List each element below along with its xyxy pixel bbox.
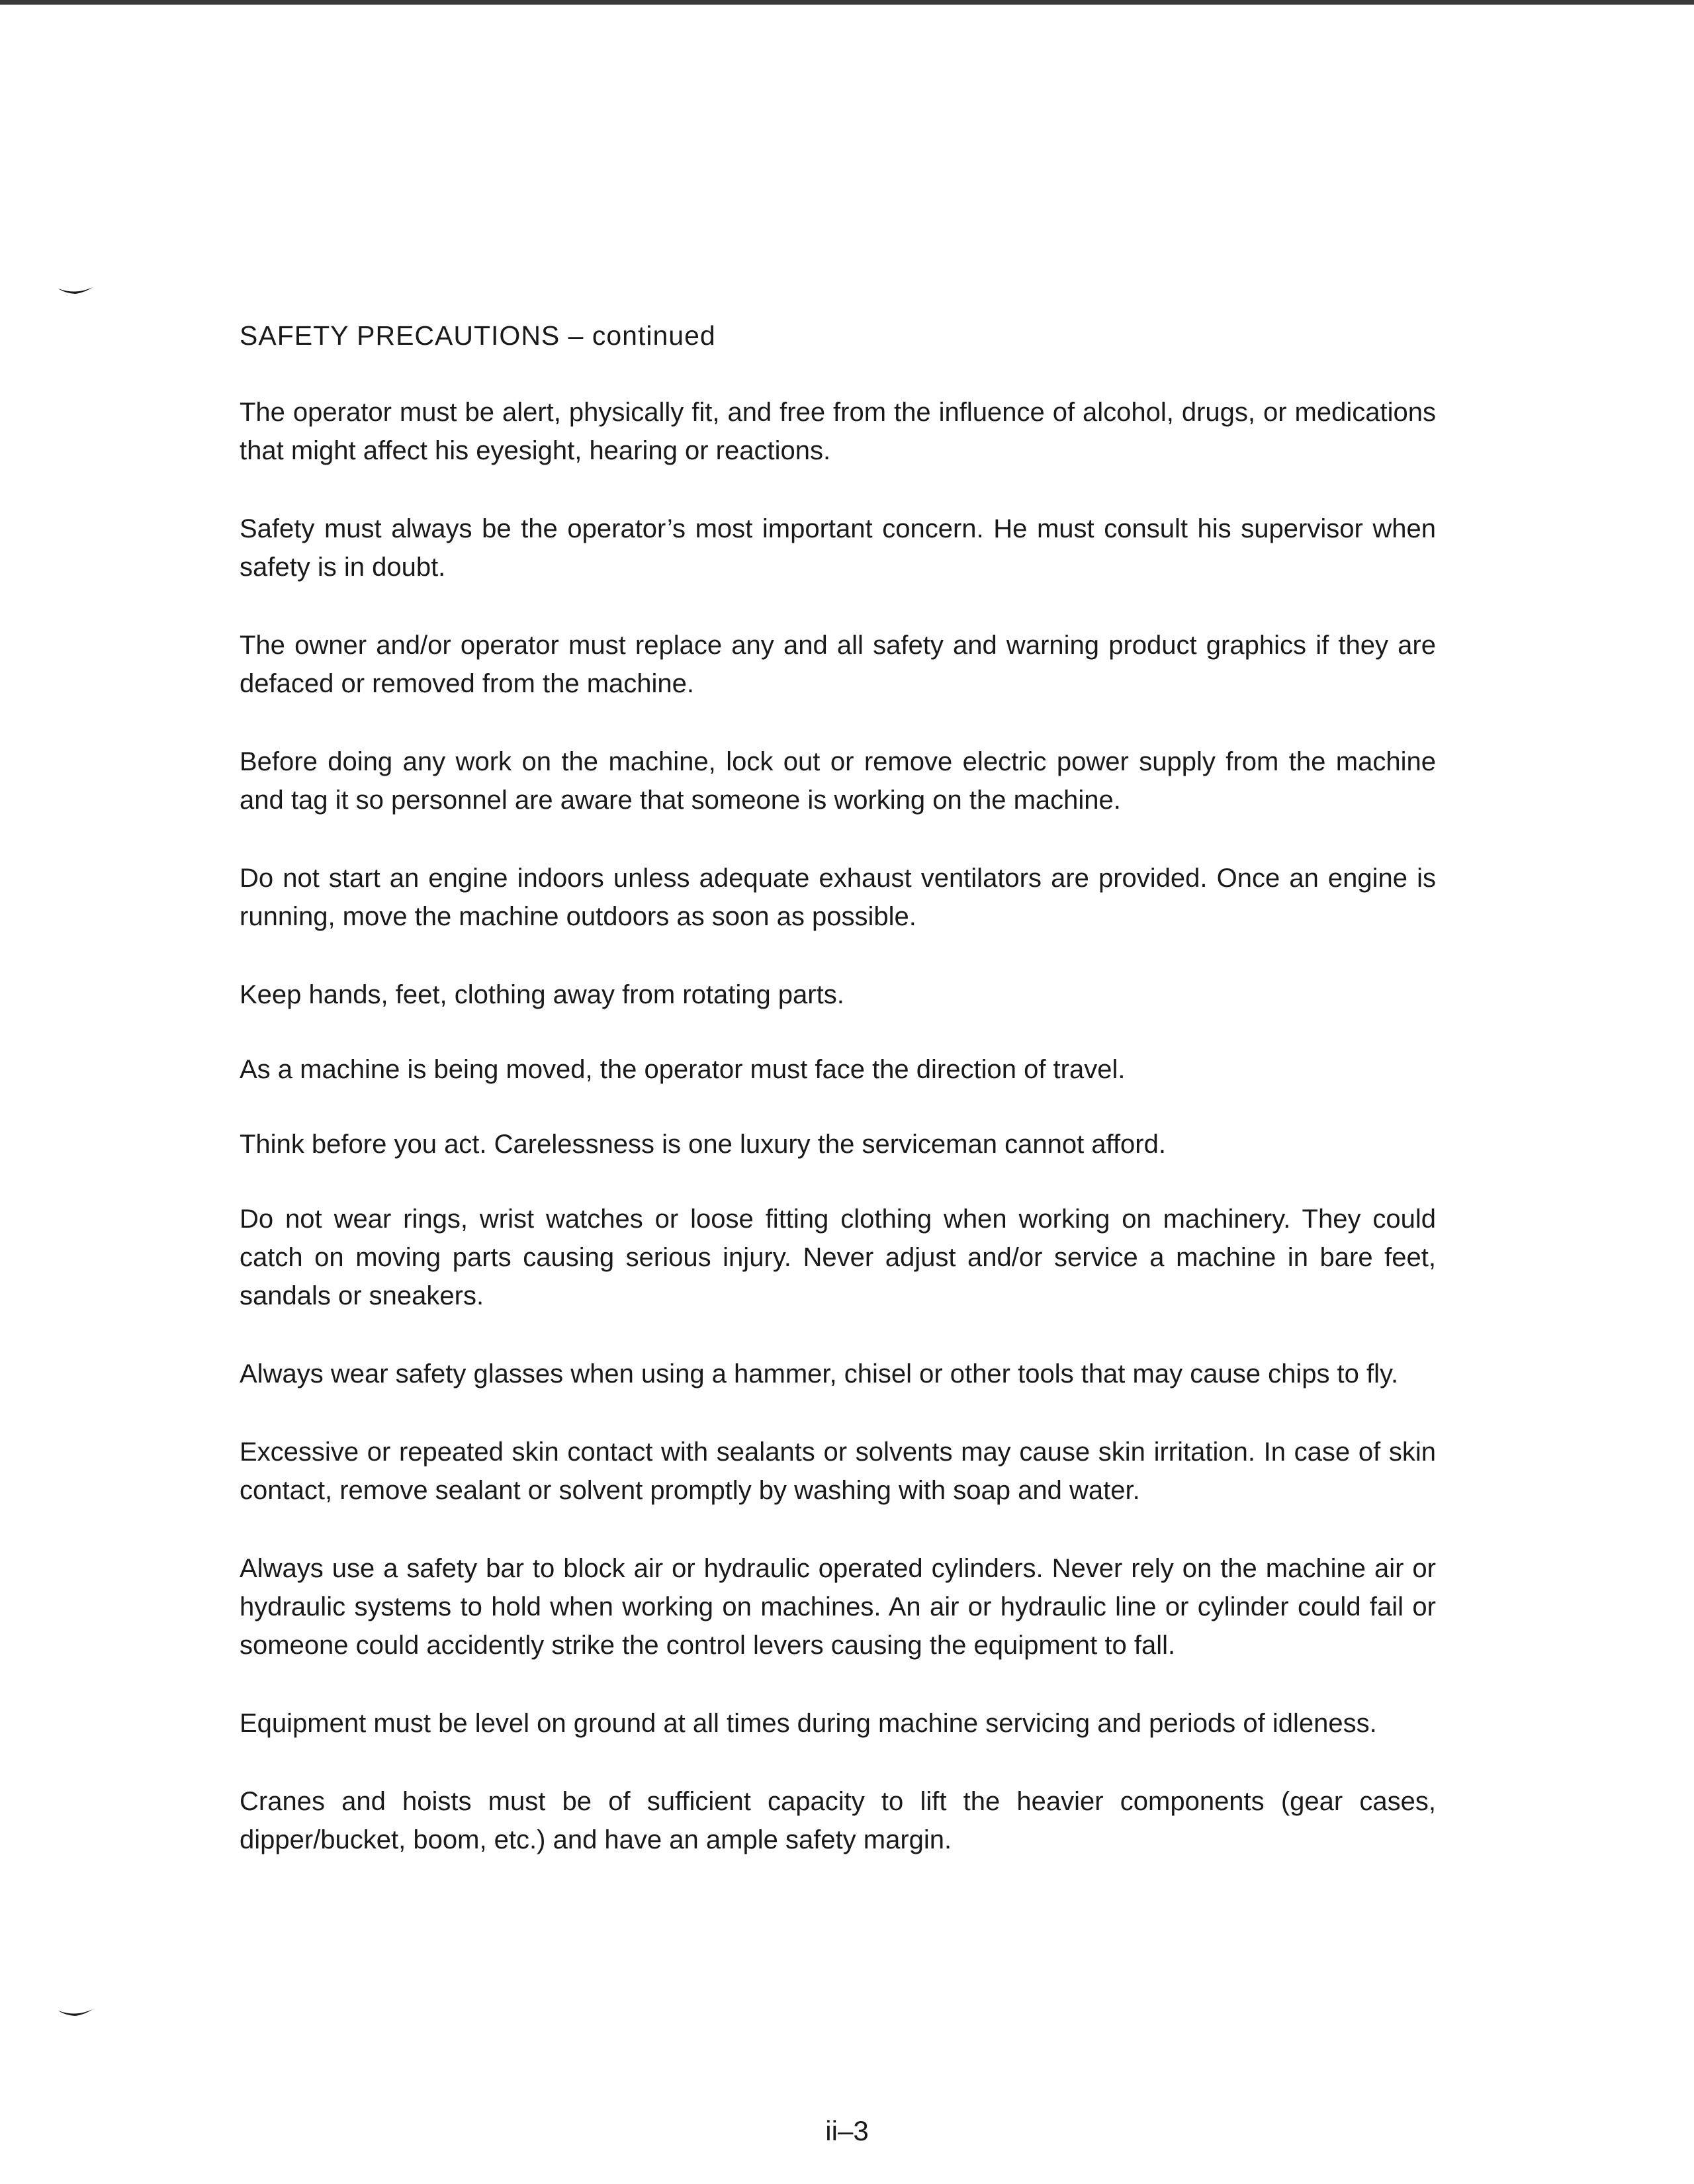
paragraph-safety-concern: Safety must always be the operator’s most important concern. He must consult his supervisor when safety is in doubt. xyxy=(240,514,1436,582)
paragraph-product-graphics: The owner and/or operator must replace any and all safety and warning product graphics if they are defaced or removed from the machine. xyxy=(240,631,1436,698)
paragraph-direction-of-travel: As a machine is being moved, the operator must face the direction of travel. xyxy=(240,1055,1126,1084)
paragraph-rotating-parts: Keep hands, feet, clothing away from rotating parts. xyxy=(240,980,844,1009)
binder-hole-mark-icon xyxy=(58,286,93,295)
paragraph-cranes-hoists: Cranes and hoists must be of sufficient capacity to lift the heavier components (gear cases, dipper/bucket, boom, etc.) and have an ample safety margin. xyxy=(240,1787,1436,1854)
section-heading: SAFETY PRECAUTIONS – continued xyxy=(240,320,716,351)
paragraph-engine-indoors: Do not start an engine indoors unless adequate exhaust ventilators are provided. Once an engine is running, move the machine outdoors as soon as possible. xyxy=(240,864,1436,931)
paragraph-loose-clothing: Do not wear rings, wrist watches or loose fitting clothing when working on machinery. They could catch on moving parts causing serious injury. Never adjust and/or service a machine in bare feet, sandals or sneakers. xyxy=(240,1205,1436,1310)
top-scan-edge xyxy=(0,0,1694,5)
paragraph-lockout-power: Before doing any work on the machine, lock out or remove electric power supply from the machine and tag it so personnel are aware that someone is working on the machine. xyxy=(240,747,1436,815)
paragraph-operator-fitness: The operator must be alert, physically fit, and free from the influence of alcohol, drugs, or medications that might affect his eyesight, hearing or reactions. xyxy=(240,398,1436,465)
paragraph-skin-contact: Excessive or repeated skin contact with sealants or solvents may cause skin irritation. In case of skin contact, remove sealant or solvent promptly by washing with soap and water. xyxy=(240,1437,1436,1505)
paragraph-safety-bar: Always use a safety bar to block air or hydraulic operated cylinders. Never rely on the machine air or hydraulic systems to hold when working on machines. An air or hydraulic line or cylinder could fail or someone could accidently strike the control levers causing the equipment to fall. xyxy=(240,1554,1436,1660)
binder-hole-mark-icon xyxy=(58,2008,93,2017)
page-number: ii–3 xyxy=(825,2115,869,2146)
paragraph-safety-glasses: Always wear safety glasses when using a hammer, chisel or other tools that may cause chips to fly. xyxy=(240,1359,1399,1388)
document-body xyxy=(240,312,1436,1899)
paragraph-level-ground: Equipment must be level on ground at all times during machine servicing and periods of idleness. xyxy=(240,1709,1377,1738)
paragraph-think-before-act: Think before you act. Carelessness is one luxury the serviceman cannot afford. xyxy=(240,1130,1166,1159)
